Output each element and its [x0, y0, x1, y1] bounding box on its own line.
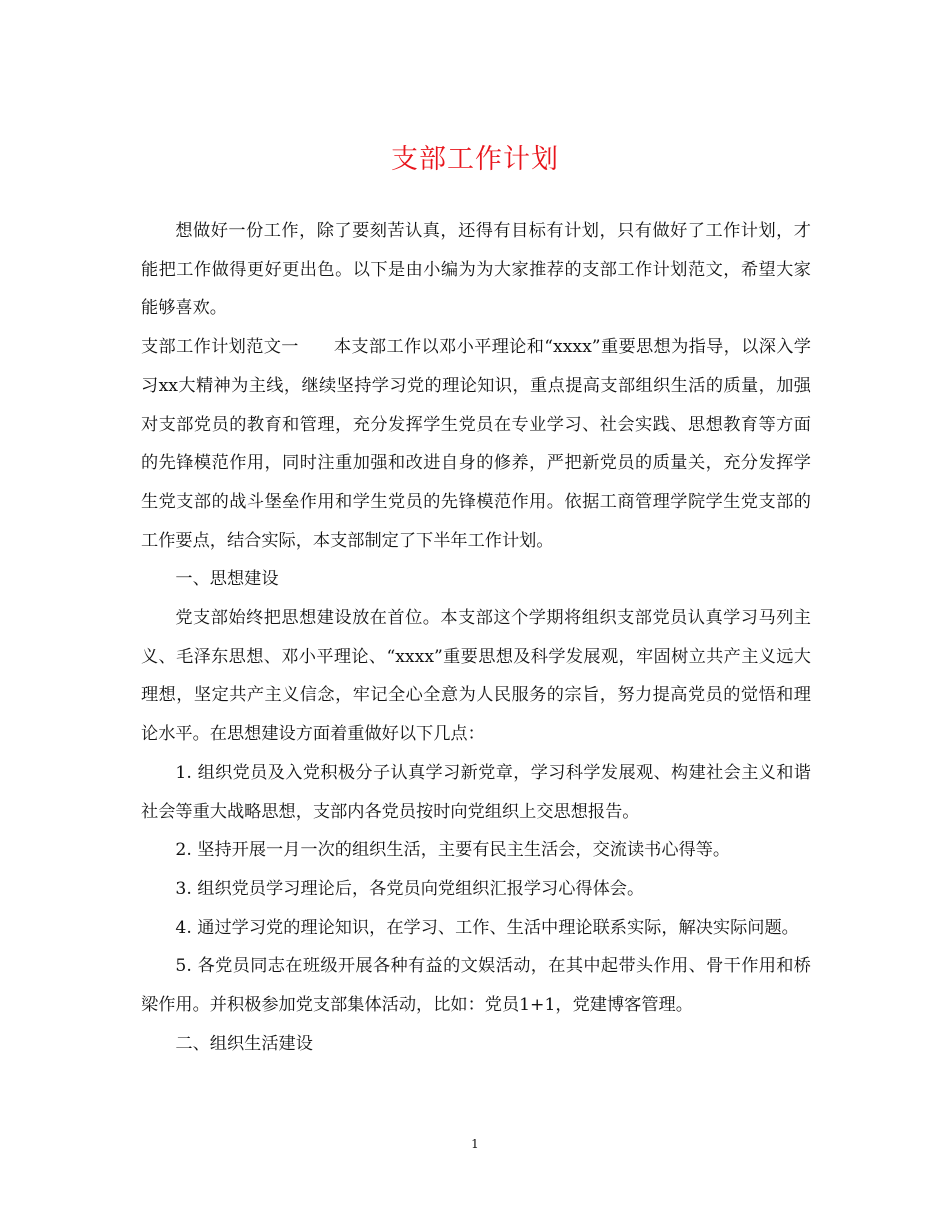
intro-paragraph: 想做好一份工作，除了要刻苦认真，还得有目标有计划，只有做好了工作计划，才能把工作做得更好更出色。以下是由小编为为大家推荐的支部工作计划范文，希望大家能够喜欢。	[141, 221, 811, 319]
list-item: 1. 组织党员及入党积极分子认真学习新党章，学习科学发展观、构建社会主义和谐社会等重大战略思想，支部内各党员按时向党组织上交思想报告。	[141, 762, 811, 822]
heading-organization-life: 二、组织生活建设	[175, 1033, 313, 1054]
paragraph: 党支部始终把思想建设放在首位。本支部这个学期将组织支部党员认真学习马列主义、毛泽东思想、邓小平理论、“xxxx”重要思想及科学发展观，牢固树立共产主义远大理想，坚定共产主义信念，牢记全心全意为人民服务的宗旨，努力提高党员的觉悟和理论水平。在思想建设方面着重做好以下几点：	[141, 608, 811, 745]
list-item: 5. 各党员同志在班级开展各种有益的文娱活动，在其中起带头作用、骨干作用和桥梁作用。并积极参加党支部集体活动，比如：党员1+1，党建博客管理。	[141, 956, 811, 1016]
list-item: 2. 坚持开展一月一次的组织生活，主要有民主生活会，交流读书心得等。	[175, 840, 731, 861]
document-title: 支部工作计划	[391, 144, 559, 175]
list-item: 3. 组织党员学习理论后，各党员向党组织汇报学习心得体会。	[175, 878, 645, 899]
section-paragraph: 支部工作计划范文一 本支部工作以邓小平理论和“xxxx”重要思想为指导，以深入学习xx大精神为主线，继续坚持学习党的理论知识，重点提高支部组织生活的质量，加强对支部党员的教育和管理，充分发挥学生党员在专业学习、社会实践、思想教育等方面的先锋模范作用，同时注重加强和改进自身的修养，严把新党员的质量关，充分发挥学生党支部的战斗堡垒作用和学生党员的先锋模范作用。依据工商管理学院学生党支部的工作要点，结合实际，本支部制定了下半年工作计划。	[141, 337, 811, 551]
document-body	[141, 212, 811, 1063]
page-number: 1	[471, 1137, 479, 1151]
heading-thought-building: 一、思想建设	[175, 569, 279, 590]
list-item: 4. 通过学习党的理论知识，在学习、工作、生活中理论联系实际，解决实际问题。	[175, 917, 799, 938]
